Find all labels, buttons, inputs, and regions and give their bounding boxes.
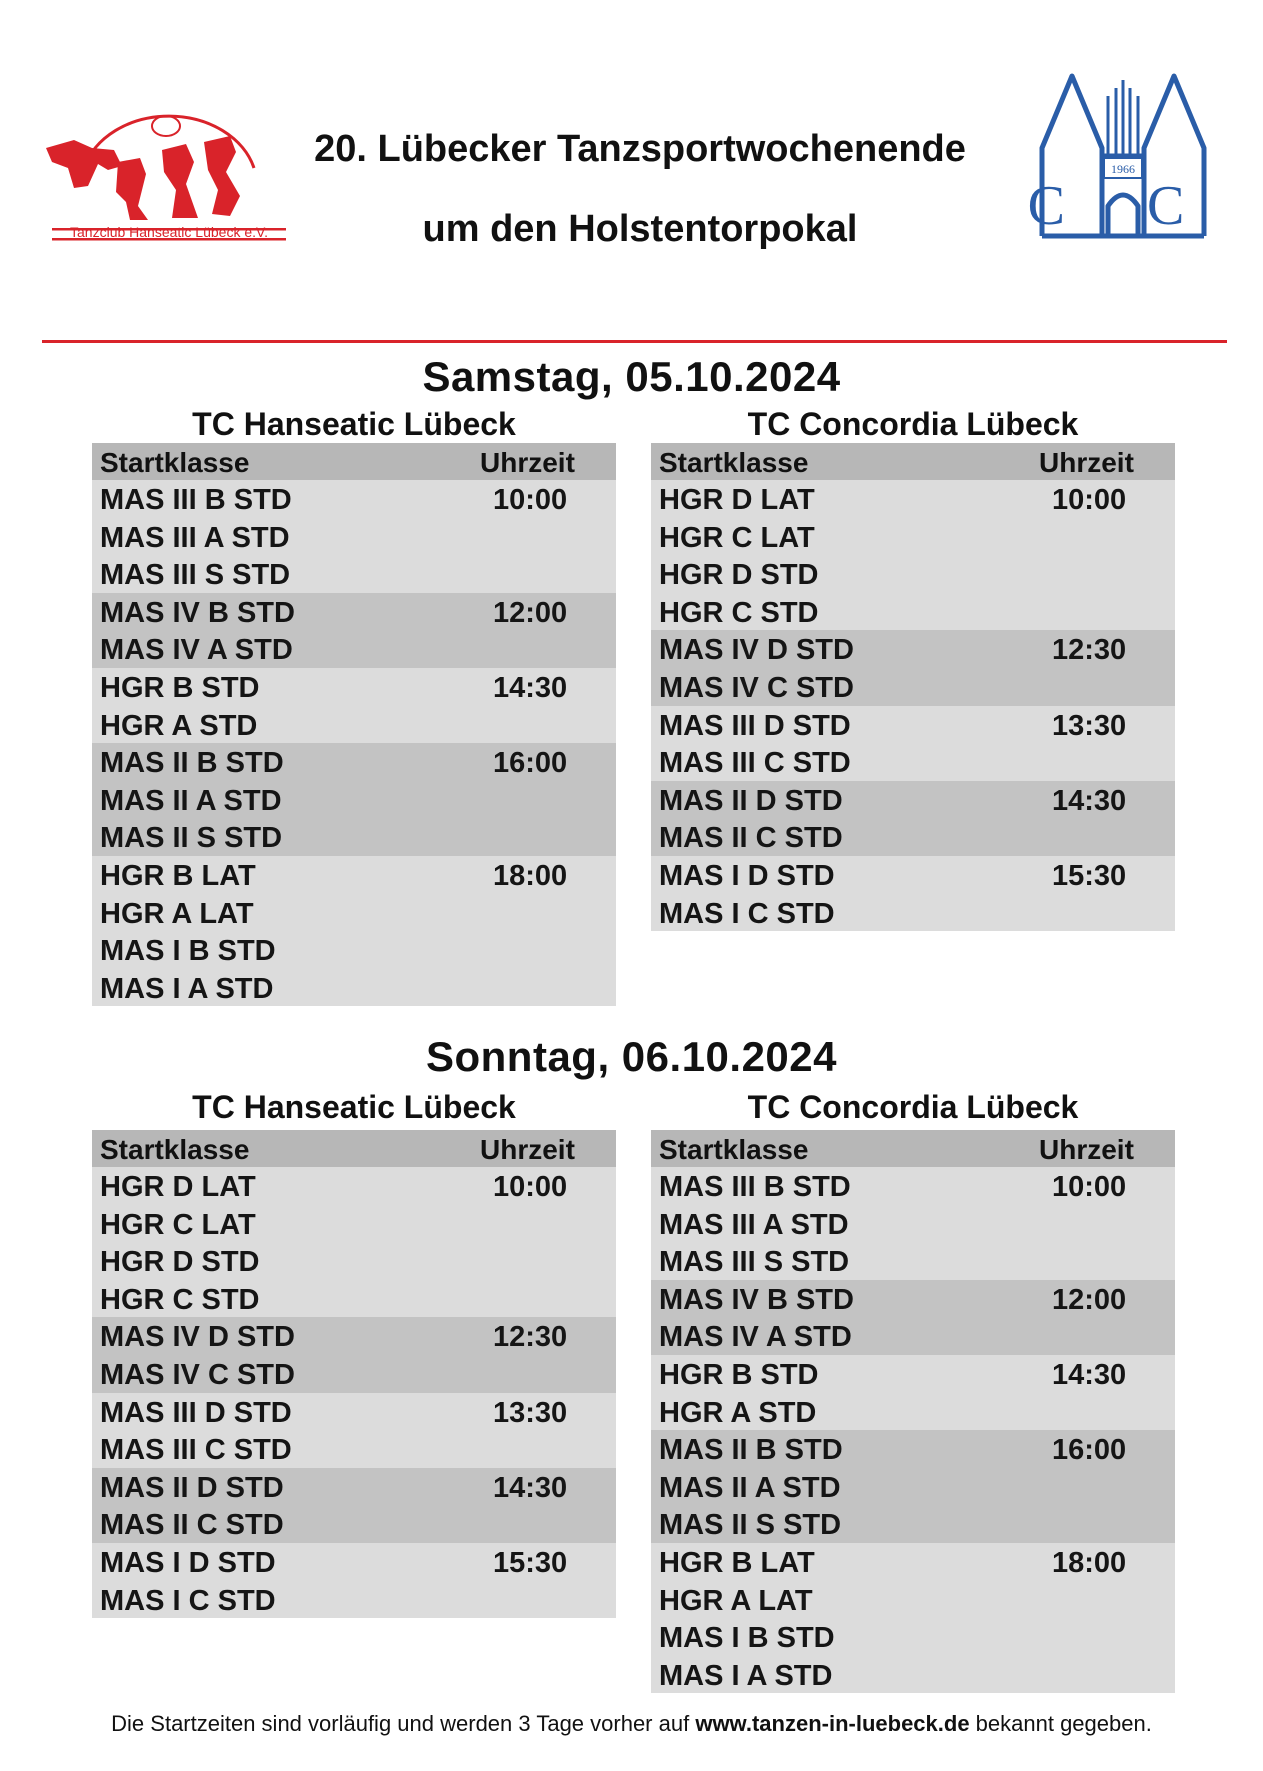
startklasse-cell: MAS III A STD [100, 521, 290, 554]
uhrzeit-cell: 16:00 [1052, 1434, 1127, 1467]
time-slot-group [92, 1543, 616, 1618]
startklasse-cell: MAS I A STD [100, 972, 274, 1005]
startklasse-cell: MAS II B STD [659, 1434, 843, 1467]
startklasse-cell: MAS I B STD [659, 1622, 835, 1655]
uhrzeit-cell: 10:00 [493, 484, 568, 516]
table-row [92, 668, 616, 706]
startklasse-cell: MAS I B STD [100, 935, 276, 968]
sunday-concordia-club: TC Concordia Lübeck [747, 1089, 1079, 1125]
table-row [651, 555, 1175, 593]
table-row [651, 1167, 1175, 1205]
table-row [92, 1505, 616, 1543]
table-row [651, 1618, 1175, 1656]
uhrzeit-cell: 18:00 [493, 859, 568, 892]
table-row [92, 1280, 616, 1318]
header-startklasse: Startklasse [659, 447, 809, 478]
header-divider [42, 340, 1227, 343]
startklasse-cell: HGR B STD [659, 1358, 819, 1391]
table-row [92, 1393, 616, 1431]
startklasse-cell: MAS I C STD [659, 897, 835, 930]
table-row [651, 1505, 1175, 1543]
startklasse-cell: MAS III B STD [659, 1171, 851, 1203]
concordia-logo-year: 1966 [1111, 162, 1135, 176]
table-row [92, 706, 616, 744]
uhrzeit-cell: 14:30 [493, 671, 568, 704]
uhrzeit-cell: 12:30 [1052, 634, 1127, 667]
table-row [92, 969, 616, 1007]
time-slot-group [651, 1543, 1175, 1693]
startklasse-cell: MAS I D STD [100, 1546, 276, 1579]
sunday-hanseatic-table [92, 1130, 616, 1618]
uhrzeit-cell: 10:00 [493, 1171, 568, 1203]
table-row [651, 1656, 1175, 1694]
startklasse-cell: HGR A LAT [659, 1584, 813, 1617]
footer-link[interactable]: www.tanzen-in-luebeck.de [695, 1711, 970, 1736]
startklasse-cell: MAS III S STD [100, 559, 291, 592]
startklasse-cell: MAS I A STD [659, 1659, 833, 1692]
startklasse-cell: MAS III C STD [100, 1434, 292, 1467]
startklasse-cell: HGR B STD [100, 671, 260, 704]
startklasse-cell: MAS II C STD [100, 1509, 284, 1542]
startklasse-cell: HGR D LAT [659, 484, 815, 516]
startklasse-cell: MAS I D STD [659, 859, 835, 892]
time-slot-group [651, 856, 1175, 931]
header-uhrzeit: Uhrzeit [1039, 447, 1134, 478]
header-uhrzeit: Uhrzeit [480, 1134, 575, 1165]
startklasse-cell: HGR C STD [659, 596, 819, 629]
event-title: 20. Lübecker Tanzsportwochenende [314, 128, 966, 170]
startklasse-cell: HGR B LAT [100, 859, 256, 892]
table-row [651, 1205, 1175, 1243]
time-slot-group [92, 1317, 616, 1392]
startklasse-cell: MAS II A STD [659, 1471, 841, 1504]
document-header [0, 0, 1263, 330]
table-row [92, 856, 616, 894]
table-header [651, 1130, 1175, 1167]
startklasse-cell: HGR D STD [100, 1246, 260, 1279]
uhrzeit-cell: 13:30 [493, 1396, 568, 1429]
table-row [651, 706, 1175, 744]
table-row [651, 818, 1175, 856]
table-row [651, 1543, 1175, 1581]
startklasse-cell: MAS IV B STD [659, 1283, 854, 1316]
concordia-logo [1028, 66, 1218, 256]
table-row [92, 593, 616, 631]
startklasse-cell: HGR D LAT [100, 1171, 256, 1203]
table-row [651, 743, 1175, 781]
table-row [651, 1317, 1175, 1355]
table-row [92, 480, 616, 518]
table-row [651, 1393, 1175, 1431]
startklasse-cell: HGR A STD [659, 1396, 817, 1429]
table-row [92, 1355, 616, 1393]
table-row [92, 1317, 616, 1355]
startklasse-cell: MAS IV A STD [100, 634, 293, 667]
startklasse-cell: MAS IV D STD [100, 1321, 295, 1354]
uhrzeit-cell: 10:00 [1052, 1171, 1127, 1203]
startklasse-cell: MAS III D STD [659, 709, 851, 742]
table-row [651, 668, 1175, 706]
table-row [92, 1468, 616, 1506]
table-row [92, 781, 616, 819]
footer-note [0, 1711, 1263, 1737]
time-slot-group [651, 1167, 1175, 1280]
startklasse-cell: MAS II A STD [100, 784, 282, 817]
time-slot-group [651, 1430, 1175, 1543]
table-row [92, 1430, 616, 1468]
startklasse-cell: MAS III A STD [659, 1208, 849, 1241]
startklasse-cell: MAS III B STD [100, 484, 292, 516]
saturday-hanseatic-club: TC Hanseatic Lübeck [192, 406, 516, 442]
startklasse-cell: MAS III D STD [100, 1396, 292, 1429]
startklasse-cell: HGR A STD [100, 709, 258, 742]
table-row [651, 1468, 1175, 1506]
table-row [92, 743, 616, 781]
table-header [92, 1130, 616, 1167]
table-header [651, 443, 1175, 480]
uhrzeit-cell: 18:00 [1052, 1546, 1127, 1579]
startklasse-cell: HGR C LAT [100, 1208, 256, 1241]
startklasse-cell: MAS II D STD [100, 1471, 284, 1504]
time-slot-group [651, 781, 1175, 856]
table-row [92, 818, 616, 856]
startklasse-cell: HGR A LAT [100, 897, 254, 930]
time-slot-group [651, 706, 1175, 781]
table-row [651, 1430, 1175, 1468]
table-row [92, 1543, 616, 1581]
table-row [92, 518, 616, 556]
concordia-logo-letters: C C [1028, 175, 1218, 237]
startklasse-cell: MAS II D STD [659, 784, 843, 817]
saturday-title: Samstag, 05.10.2024 [422, 353, 841, 400]
uhrzeit-cell: 16:00 [493, 747, 568, 780]
uhrzeit-cell: 15:30 [493, 1546, 568, 1579]
sunday-hanseatic-club: TC Hanseatic Lübeck [192, 1089, 516, 1125]
event-subtitle: um den Holstentorpokal [422, 208, 858, 250]
header-startklasse: Startklasse [100, 1134, 250, 1165]
table-row [651, 856, 1175, 894]
uhrzeit-cell: 12:30 [493, 1321, 568, 1354]
time-slot-group [92, 1167, 616, 1317]
table-row [92, 630, 616, 668]
uhrzeit-cell: 13:30 [1052, 709, 1127, 742]
footer-text-after: bekannt gegeben. [969, 1711, 1152, 1736]
uhrzeit-cell: 12:00 [1052, 1283, 1127, 1316]
header-uhrzeit: Uhrzeit [480, 447, 575, 478]
table-row [92, 1167, 616, 1205]
uhrzeit-cell: 10:00 [1052, 484, 1127, 516]
hanseatic-logo [44, 88, 294, 248]
time-slot-group [651, 630, 1175, 705]
saturday-concordia-club: TC Concordia Lübeck [747, 406, 1079, 442]
table-row [651, 781, 1175, 819]
time-slot-group [92, 743, 616, 856]
table-row [651, 1280, 1175, 1318]
table-row [651, 1242, 1175, 1280]
table-row [92, 1205, 616, 1243]
table-row [92, 1581, 616, 1619]
uhrzeit-cell: 14:30 [1052, 1358, 1127, 1391]
startklasse-cell: HGR C LAT [659, 521, 815, 554]
header-startklasse: Startklasse [100, 447, 250, 478]
table-row [92, 555, 616, 593]
startklasse-cell: MAS IV A STD [659, 1321, 852, 1354]
startklasse-cell: MAS IV D STD [659, 634, 854, 667]
table-row [92, 931, 616, 969]
startklasse-cell: MAS II S STD [659, 1509, 842, 1542]
time-slot-group [92, 1468, 616, 1543]
startklasse-cell: MAS I C STD [100, 1584, 276, 1617]
uhrzeit-cell: 14:30 [493, 1471, 568, 1504]
hanseatic-logo-text: Tanzclub Hanseatic Lübeck e.V. [70, 224, 268, 240]
startklasse-cell: HGR B LAT [659, 1546, 815, 1579]
table-row [651, 630, 1175, 668]
startklasse-cell: HGR D STD [659, 559, 819, 592]
table-row [651, 480, 1175, 518]
table-row [651, 894, 1175, 932]
table-row [92, 894, 616, 932]
saturday-concordia-table [651, 443, 1175, 931]
startklasse-cell: MAS IV C STD [659, 671, 854, 704]
table-row [651, 1581, 1175, 1619]
uhrzeit-cell: 14:30 [1052, 784, 1127, 817]
table-row [651, 593, 1175, 631]
startklasse-cell: MAS III C STD [659, 747, 851, 780]
startklasse-cell: MAS IV B STD [100, 596, 295, 629]
table-row [651, 1355, 1175, 1393]
uhrzeit-cell: 15:30 [1052, 859, 1127, 892]
startklasse-cell: HGR C STD [100, 1283, 260, 1316]
time-slot-group [92, 480, 616, 593]
startklasse-cell: MAS III S STD [659, 1246, 850, 1279]
header-startklasse: Startklasse [659, 1134, 809, 1165]
time-slot-group [92, 593, 616, 668]
header-uhrzeit: Uhrzeit [1039, 1134, 1134, 1165]
time-slot-group [651, 1355, 1175, 1430]
time-slot-group [92, 668, 616, 743]
startklasse-cell: MAS II B STD [100, 747, 284, 780]
sunday-title: Sonntag, 06.10.2024 [425, 1033, 838, 1080]
time-slot-group [92, 856, 616, 1006]
table-row [92, 1242, 616, 1280]
uhrzeit-cell: 12:00 [493, 596, 568, 629]
table-row [651, 518, 1175, 556]
startklasse-cell: MAS II C STD [659, 822, 843, 855]
time-slot-group [651, 480, 1175, 630]
sunday-concordia-table [651, 1130, 1175, 1693]
startklasse-cell: MAS IV C STD [100, 1358, 295, 1391]
startklasse-cell: MAS II S STD [100, 822, 283, 855]
time-slot-group [92, 1393, 616, 1468]
saturday-hanseatic-table [92, 443, 616, 1006]
table-header [92, 443, 616, 480]
footer-text-before: Die Startzeiten sind vorläufig und werden 3 Tage vorher auf [111, 1711, 696, 1736]
time-slot-group [651, 1280, 1175, 1355]
